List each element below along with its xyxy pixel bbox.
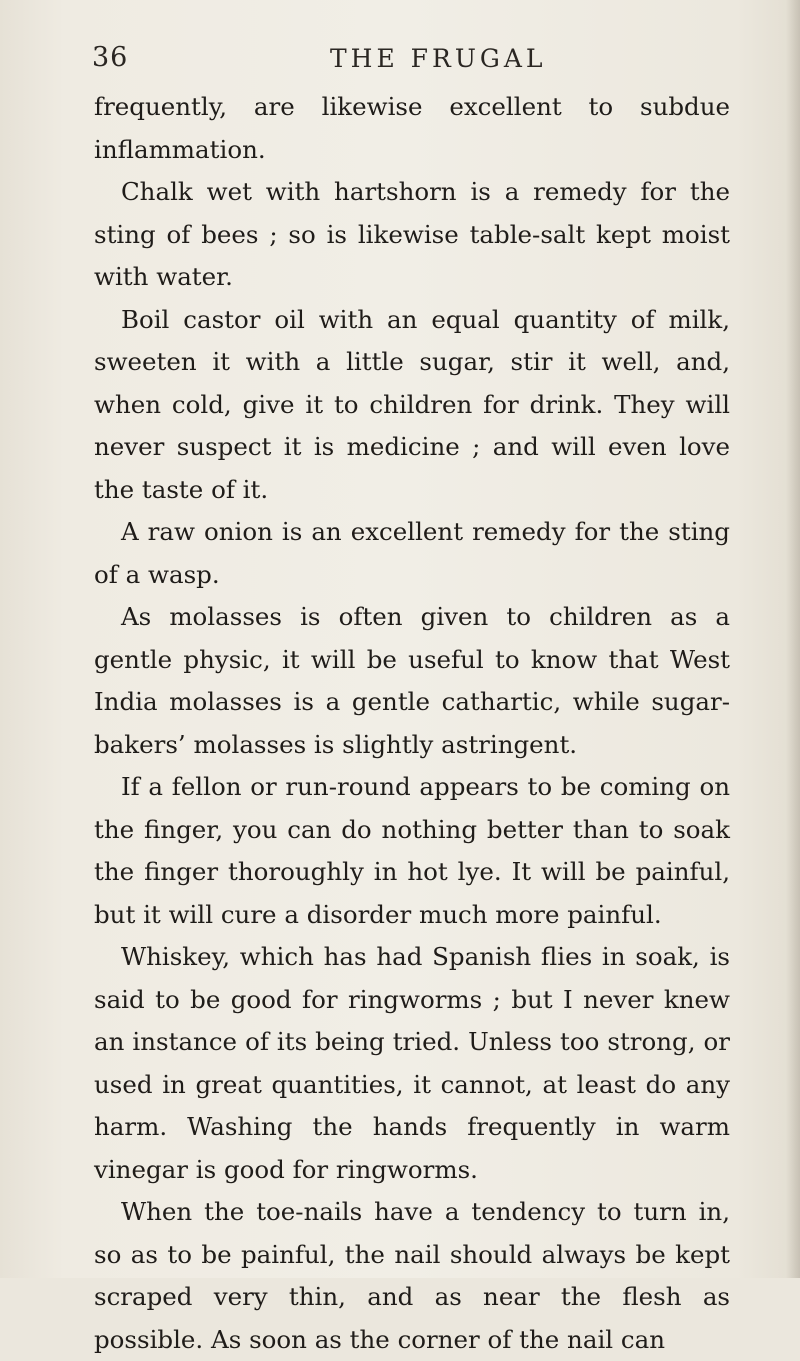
paragraph-whiskey: Whiskey, which has had Spanish flies in soak, is said to be good for ringworms ; but I never knew an instance of its being tried. Unless too strong, or used in great quantities, it cannot, at least do any harm. Washing the hands frequently in warm vinegar is good for ringworms. — [94, 942, 730, 1184]
body-text — [94, 86, 730, 1361]
page-edge-shadow — [786, 0, 800, 1278]
paragraph-molasses: As molasses is often given to children as a gentle physic, it will be useful to know that West India molasses is a gentle cathartic, while sugar-bakers’ molasses is slightly astringent. — [94, 602, 730, 759]
paragraph-castor-oil: Boil castor oil with an equal quantity of milk, sweeten it with a little sugar, stir it well, and, when cold, give it to children for drink. They will never suspect it is medicine ; and will even love the taste of it. — [94, 304, 730, 504]
paragraph-continuation: frequently, are likewise excellent to subdue inflammation. — [94, 92, 730, 164]
paragraph-toe-nails: When the toe-nails have a tendency to turn in, so as to be painful, the nail should always be kept scraped very thin, and as near the flesh as possible. As soon as the corner of the nail can — [94, 1197, 730, 1354]
paragraph-raw-onion: A raw onion is an excellent remedy for the sting of a wasp. — [94, 517, 730, 589]
page-number: 36 — [92, 42, 129, 73]
running-title: THE FRUGAL — [330, 44, 547, 73]
paragraph-fellon: If a fellon or run-round appears to be coming on the finger, you can do nothing better than to soak the finger thoroughly in hot lye. It will be painful, but it will cure a disorder much more painful. — [94, 772, 730, 929]
paragraph-chalk-remedy: Chalk wet with hartshorn is a remedy for the sting of bees ; so is likewise table-salt kept moist with water. — [94, 177, 730, 291]
page-header — [0, 42, 800, 92]
